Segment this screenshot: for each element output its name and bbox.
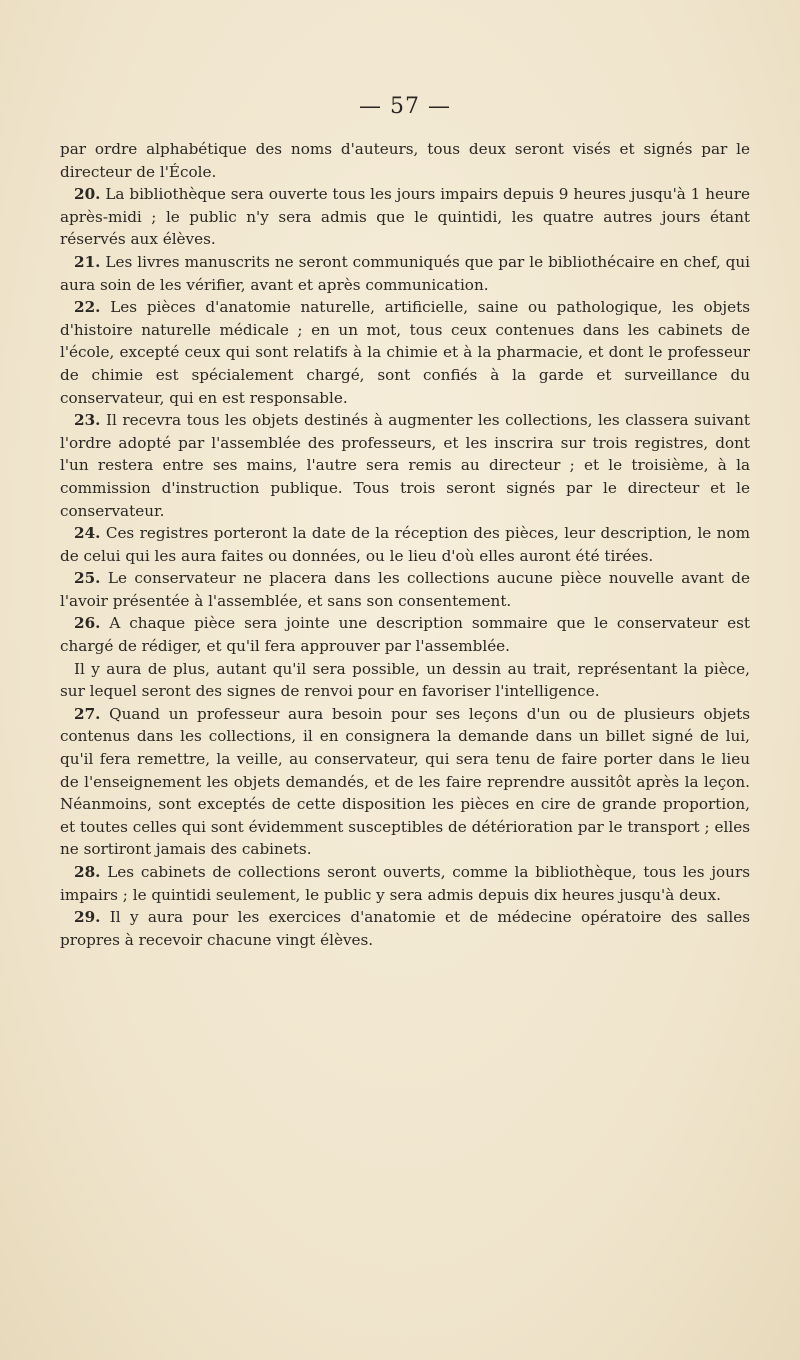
paragraph [60,296,750,409]
paragraph [60,183,750,251]
page [60,92,750,951]
paragraph-text: Il y aura pour les exercices d'anatomie et de médecine opératoire des salles propres à recevoir chacune vingt élèves. [60,908,751,949]
article-number: 24. [74,524,101,543]
paragraph [60,861,750,906]
paragraph-text: La bibliothèque sera ouverte tous les jours impairs depuis 9 heures jusqu'à 1 heure après-midi ; le public n'y sera admis que le quintidi, les quatre autres jours étant réservés aux élèves. [60,185,751,249]
article-number: 20. [74,185,101,204]
paragraph-text: Les cabinets de collections seront ouverts, comme la bibliothèque, tous les jours impairs ; le quintidi seulement, le public y sera admis depuis dix heures jusqu'à deux. [60,863,751,904]
paragraph [60,138,750,183]
paragraph [60,522,750,567]
article-number: 23. [74,411,101,430]
paragraph-text: A chaque pièce sera jointe une description sommaire que le conservateur est chargé de rédiger, et qu'il fera approuver par l'assemblée. [60,614,751,656]
article-number: 29. [74,908,101,927]
article-number: 22. [74,298,101,317]
article-number: 26. [74,614,101,633]
paragraph-text: Quand un professeur aura besoin pour ses leçons d'un ou de plusieurs objets contenus dans les collections, il en consignera la demande dans un billet signé de lui, qu'il fera remettre, la veille, au conservateur, qui sera tenu de faire porter dans le lieu de l'enseignement les objets demandés, et de les faire reprendre aussitôt après la leçon. Néanmoins, sont exceptés de cette disposition les pièces en cire de grande proportion, et toutes celles qui sont évidemment susceptibles de détérioration par le transport ; elles ne sortiront jamais des cabinets. [60,704,750,859]
paragraph [60,251,750,296]
paragraph-text: Le conservateur ne placera dans les collections aucune pièce nouvelle avant de l'avoir présentée à l'assemblée, et sans son consentement. [60,569,751,610]
paragraph-text: Il recevra tous les objets destinés à augmenter les collections, les classera suivant l'ordre adopté par l'assemblée des professeurs, et les inscrira sur trois registres, dont l'un restera entre ses mains, l'autre sera remis au directeur ; et le troisième, à la commission d'instruction publique. Tous trois seront signés par le directeur et le conservateur. [60,411,750,520]
page-number: — 57 — [359,94,451,119]
article-number: 25. [74,569,101,588]
paragraph [60,409,750,522]
article-number: 27. [74,704,101,723]
body-text [60,138,750,951]
paragraph [60,567,750,612]
paragraph-text: par ordre alphabétique des noms d'auteurs, tous deux seront visés et signés par le directeur de l'École. [60,140,750,181]
paragraph [60,906,750,951]
paragraph [60,612,750,657]
paragraph-text: Les livres manuscrits ne seront communiqués que par le bibliothécaire en chef, qui aura soin de les vérifier, avant et après communication. [60,252,751,294]
paragraph [60,658,750,703]
article-number: 28. [74,863,101,881]
paragraph-text: Les pièces d'anatomie naturelle, artificielle, saine ou pathologique, les objets d'histoire naturelle médicale ; en un mot, tous ceux contenues dans les cabinets de l'école, excepté ceux qui sont relatifs à la chimie et à la pharmacie, et dont le professeur de chimie est spécialement chargé, sont confiés à la garde et surveillance du conservateur, qui en est responsable. [60,298,750,407]
article-number: 21. [74,252,101,271]
paragraph [60,703,750,861]
paragraph-text: Ces registres porteront la date de la réception des pièces, leur description, le nom de celui qui les aura faites ou données, ou le lieu d'où elles auront été tirées. [60,524,751,565]
paragraph-text: Il y aura de plus, autant qu'il sera possible, un dessin au trait, représentant la pièce, sur lequel seront des signes de renvoi pour en favoriser l'intelligence. [60,659,750,701]
